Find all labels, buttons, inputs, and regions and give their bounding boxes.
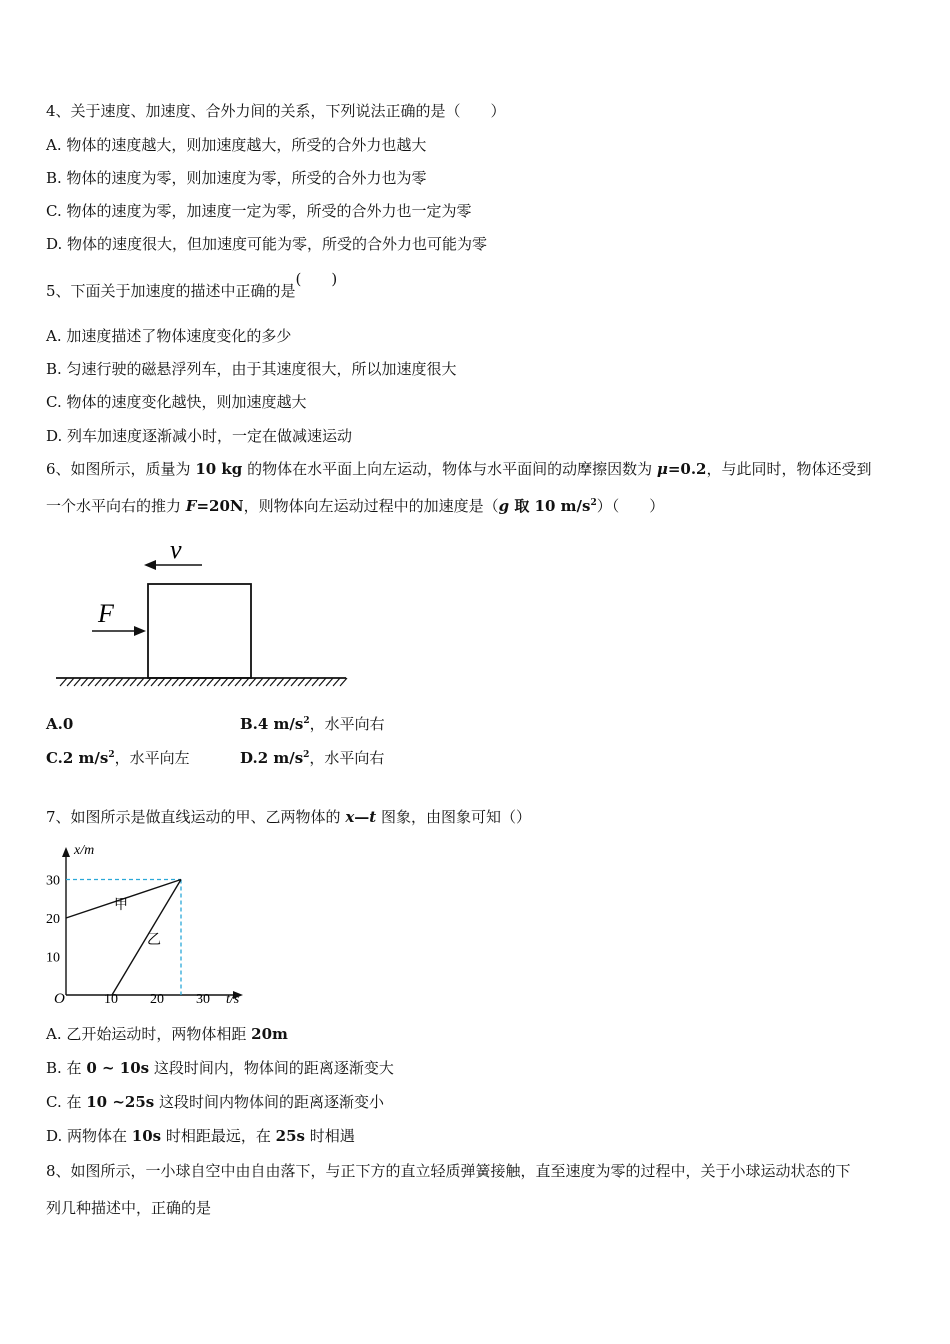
- q7-option-d: [46, 1126, 355, 1146]
- ground-hatching: [60, 678, 347, 686]
- q7-xt-chart: [40, 838, 260, 1010]
- q6-option-c-dir: ，水平向左: [114, 749, 190, 767]
- q6-mu-value: =0.2: [667, 460, 707, 478]
- q6-figure: [50, 532, 360, 692]
- hatch-stroke: [158, 678, 165, 686]
- hatch-stroke: [256, 678, 263, 686]
- q7-option-a: [46, 1024, 288, 1044]
- hatch-stroke: [333, 678, 340, 686]
- q6-g-value: 取 10 m/s: [509, 497, 591, 515]
- q6-option-c: [46, 748, 190, 768]
- q7-option-c-text: 这段时间内物体间的距离逐渐变小: [154, 1093, 385, 1111]
- q7-t-symbol: t: [369, 808, 377, 826]
- q6-option-d: [240, 748, 384, 768]
- hatch-stroke: [102, 678, 109, 686]
- q5-option-a: A. 加速度描述了物体速度变化的多少: [46, 327, 292, 345]
- hatch-stroke: [165, 678, 172, 686]
- hatch-stroke: [277, 678, 284, 686]
- q7-x-symbol: x: [345, 808, 355, 826]
- q6-text: ）（ ）: [596, 497, 665, 515]
- hatch-stroke: [312, 678, 319, 686]
- q7-option-b-text: 这段时间内，物体间的距离逐渐变大: [149, 1059, 394, 1077]
- q7-option-c: [46, 1092, 384, 1112]
- q6-option-d-exp: 2: [303, 750, 310, 760]
- velocity-label: v: [170, 535, 182, 564]
- hatch-stroke: [137, 678, 144, 686]
- hatch-stroke: [270, 678, 277, 686]
- q4-stem: 4、关于速度、加速度、合外力间的关系，下列说法正确的是（ ）: [46, 102, 506, 120]
- hatch-stroke: [179, 678, 186, 686]
- hatch-stroke: [214, 678, 221, 686]
- hatch-stroke: [319, 678, 326, 686]
- q6-stem-line2: [46, 496, 664, 516]
- q6-option-a: A.0: [46, 715, 74, 733]
- q6-g-exp: 2: [590, 498, 597, 508]
- q5-paren: ( ): [295, 270, 338, 288]
- q7-option-a-text: A. 乙开始运动时，两物体相距: [46, 1025, 252, 1043]
- hatch-stroke: [242, 678, 249, 686]
- q7-option-b-range: 0 ~ 10s: [86, 1059, 150, 1077]
- q8-stem-line2: 列几种描述中，正确的是: [46, 1199, 212, 1217]
- hatch-stroke: [221, 678, 228, 686]
- hatch-stroke: [340, 678, 347, 686]
- q6-force-symbol: F: [185, 497, 197, 515]
- q6-text: 一个水平向右的推力: [46, 497, 186, 515]
- q4-option-b: B. 物体的速度为零，则加速度为零，所受的合外力也为零: [46, 169, 427, 187]
- y-tick-label: 20: [46, 912, 60, 927]
- q5-stem-text: 5、下面关于加速度的描述中正确的是: [46, 282, 296, 300]
- hatch-stroke: [305, 678, 312, 686]
- x-tick-label: 10: [104, 992, 118, 1007]
- q6-mass: 10 kg: [195, 460, 243, 478]
- q7-option-c-range: 10 ~25s: [86, 1093, 155, 1111]
- q6-option-b-value: B.4 m/s: [240, 715, 304, 733]
- q7-option-a-value: 20m: [251, 1025, 288, 1043]
- x-axis-label: t/s: [226, 992, 240, 1007]
- q6-text: 的物体在水平面上向左运动，物体与水平面间的动摩擦因数为: [242, 460, 657, 478]
- q5-option-d: D. 列车加速度逐渐减小时，一定在做减速运动: [46, 427, 353, 445]
- hatch-stroke: [67, 678, 74, 686]
- hatch-stroke: [263, 678, 270, 686]
- hatch-stroke: [88, 678, 95, 686]
- y-axis-label-text: x/m: [74, 843, 95, 858]
- q7-option-b: [46, 1058, 394, 1078]
- q6-option-b-exp: 2: [303, 716, 310, 726]
- hatch-stroke: [193, 678, 200, 686]
- hatch-stroke: [123, 678, 130, 686]
- q6-force-value: =20N: [196, 497, 244, 515]
- q6-text: ，与此同时，物体还受到: [706, 460, 872, 478]
- dashed-guides: [66, 880, 181, 996]
- tick-labels: [46, 874, 210, 1008]
- q7-stem: [46, 807, 531, 827]
- hatch-stroke: [81, 678, 88, 686]
- q6-option-b: [240, 714, 385, 734]
- q7-dash: —: [354, 808, 370, 826]
- q6-text: ，则物体向左运动过程中的加速度是（: [243, 497, 499, 515]
- y-axis: [62, 847, 70, 995]
- origin-label: O: [54, 991, 65, 1007]
- hatch-stroke: [249, 678, 256, 686]
- hatch-stroke: [109, 678, 116, 686]
- y-tick-label: 30: [46, 873, 60, 889]
- q6-option-d-value: D.2 m/s: [240, 749, 304, 767]
- block: [148, 584, 251, 678]
- hatch-stroke: [298, 678, 305, 686]
- q7-option-d-time1: 10s: [131, 1127, 162, 1145]
- q6-mu: μ: [656, 460, 668, 478]
- q5-option-c: C. 物体的速度变化越快，则加速度越大: [46, 393, 307, 411]
- x-tick-label: 30: [196, 992, 210, 1007]
- q4-option-d: D. 物体的速度很大，但加速度可能为零，所受的合外力也可能为零: [46, 235, 488, 253]
- force-label: F: [98, 599, 114, 628]
- hatch-stroke: [326, 678, 333, 686]
- q7-text: 7、如图所示是做直线运动的甲、乙两物体的: [46, 808, 346, 826]
- q7-option-b-text: B. 在: [46, 1059, 87, 1077]
- q7-option-c-text: C. 在: [46, 1093, 87, 1111]
- q4-option-c: C. 物体的速度为零，加速度一定为零，所受的合外力也一定为零: [46, 202, 472, 220]
- hatch-stroke: [284, 678, 291, 686]
- hatch-stroke: [200, 678, 207, 686]
- q6-text: 6、如图所示，质量为: [46, 460, 196, 478]
- q6-option-b-dir: ，水平向右: [309, 715, 385, 733]
- q7-option-d-text: 时相遇: [305, 1127, 355, 1145]
- q7-option-d-text: 时相距最远，在: [161, 1127, 276, 1145]
- hatch-stroke: [207, 678, 214, 686]
- q8-stem-line1: 8、如图所示，一小球自空中由自由落下，与正下方的直立轻质弹簧接触，直至速度为零的过程中，关于小球运动状态的下: [46, 1162, 851, 1180]
- hatch-stroke: [228, 678, 235, 686]
- hatch-stroke: [235, 678, 242, 686]
- hatch-stroke: [186, 678, 193, 686]
- hatch-stroke: [116, 678, 123, 686]
- hatch-stroke: [151, 678, 158, 686]
- q5-stem: [46, 270, 338, 301]
- hatch-stroke: [144, 678, 151, 686]
- q7-text: 图象，由图象可知（）: [376, 808, 531, 826]
- q7-option-d-time2: 25s: [275, 1127, 305, 1145]
- hatch-stroke: [172, 678, 179, 686]
- q6-option-d-dir: ，水平向右: [309, 749, 385, 767]
- series-lines: [66, 880, 181, 996]
- q6-option-c-exp: 2: [108, 750, 115, 760]
- hatch-stroke: [95, 678, 102, 686]
- q4-option-a: A. 物体的速度越大，则加速度越大，所受的合外力也越大: [46, 136, 427, 154]
- hatch-stroke: [291, 678, 298, 686]
- series-label-jia: 甲: [114, 898, 128, 913]
- hatch-stroke: [60, 678, 67, 686]
- q7-option-d-text: D. 两物体在: [46, 1127, 132, 1145]
- series-label-yi: 乙: [147, 933, 161, 948]
- y-tick-label: 10: [46, 950, 60, 966]
- hatch-stroke: [74, 678, 81, 686]
- q6-stem-line1: [46, 459, 872, 479]
- q5-option-b: B. 匀速行驶的磁悬浮列车，由于其速度很大，所以加速度很大: [46, 360, 457, 378]
- q6-option-c-value: C.2 m/s: [46, 749, 109, 767]
- x-tick-label: 20: [150, 992, 164, 1007]
- q6-g-symbol: g: [498, 497, 510, 515]
- y-axis-label: [73, 843, 94, 858]
- hatch-stroke: [130, 678, 137, 686]
